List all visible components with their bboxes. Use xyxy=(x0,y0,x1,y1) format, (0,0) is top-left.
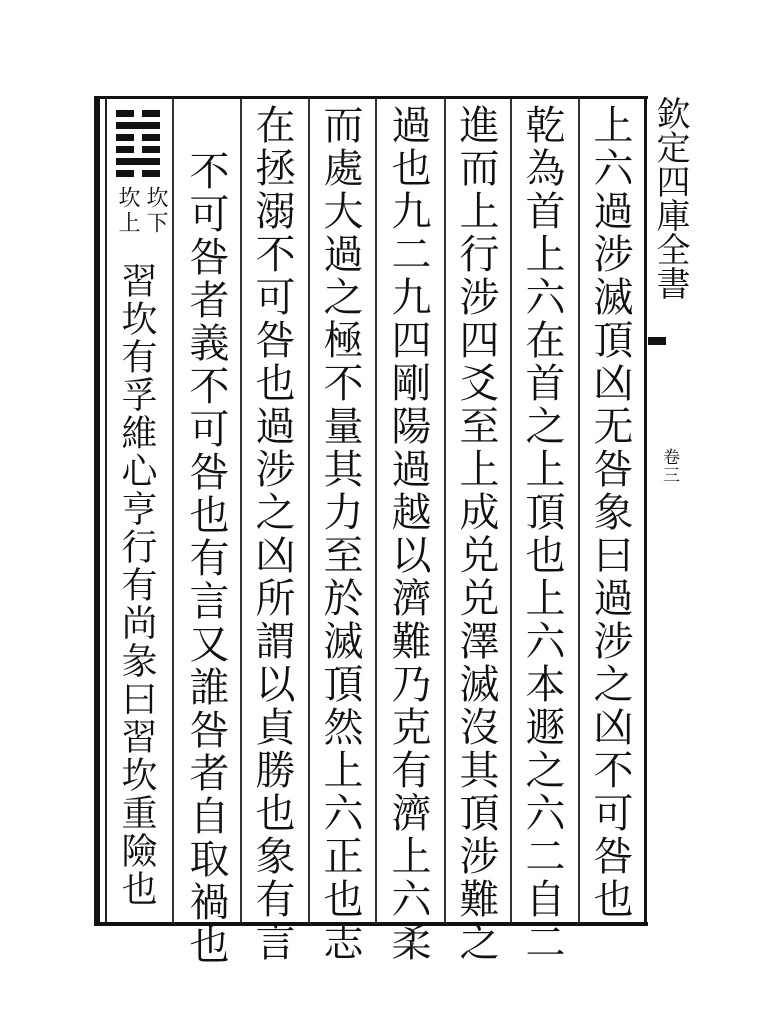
frame-right-border xyxy=(644,96,647,926)
column-divider xyxy=(510,99,512,922)
yin-line xyxy=(116,134,160,141)
column-divider xyxy=(240,99,242,922)
line-segment xyxy=(116,158,160,165)
yang-line xyxy=(116,158,160,165)
kan-hexagram-icon xyxy=(116,110,160,182)
line-segment xyxy=(116,134,134,141)
text-column-5: 而處大過之極不量其力至於滅頂然上六正也志 xyxy=(317,104,363,964)
yin-line xyxy=(116,146,160,153)
text-column-8: 習坎有孚維心亨行有尚彖曰習坎重險也 xyxy=(116,262,157,908)
column-divider xyxy=(578,99,580,922)
margin-title: 欽定四庫全書 xyxy=(650,96,690,300)
line-segment xyxy=(116,170,134,177)
line-segment xyxy=(142,170,160,177)
yang-line xyxy=(116,122,160,129)
text-column-3: 進而上行涉四爻至上成兑兑澤滅沒其頂涉難之 xyxy=(453,104,499,964)
text-column-6: 在拯溺不可咎也過涉之凶所謂以貞勝也象有言 xyxy=(249,104,295,964)
yin-line xyxy=(116,110,160,117)
text-column-4: 過也九二九四剛陽過越以濟難乃克有濟上六柔 xyxy=(385,104,431,964)
line-segment xyxy=(142,146,160,153)
lower-trigram-note: 坎下 xyxy=(143,186,168,236)
column-divider xyxy=(375,99,377,922)
line-segment xyxy=(116,146,134,153)
frame-top-border xyxy=(94,96,648,99)
frame-left-inner-border xyxy=(105,96,107,926)
text-column-7: 不可咎者義不可咎也有言又誰咎者自取禍也 xyxy=(183,150,229,967)
yin-line xyxy=(116,170,160,177)
line-segment xyxy=(142,134,160,141)
line-segment xyxy=(142,110,160,117)
fish-tail-marker xyxy=(648,337,666,345)
text-column-2: 乾為首上六在首之上頂也上六本遯之六二自二 xyxy=(519,104,565,964)
frame-left-border xyxy=(94,96,100,926)
margin-volume-label: 卷三 xyxy=(659,448,679,484)
upper-trigram-note: 坎上 xyxy=(115,186,140,236)
column-divider xyxy=(308,99,310,922)
text-column-1: 上六過涉滅頂凶无咎象曰過涉之凶不可咎也 xyxy=(587,104,633,921)
column-divider xyxy=(444,99,446,922)
line-segment xyxy=(116,110,134,117)
line-segment xyxy=(116,122,160,129)
column-divider xyxy=(172,99,174,922)
